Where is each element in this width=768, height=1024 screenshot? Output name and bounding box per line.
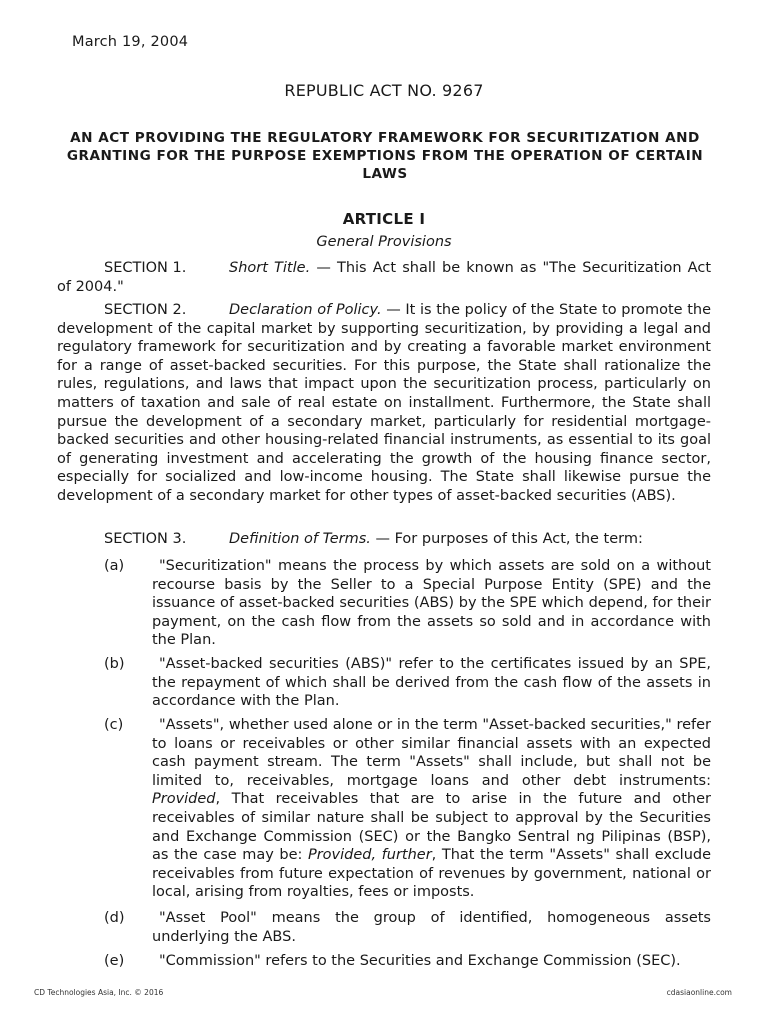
section-1-title: Short Title. (229, 260, 311, 276)
definition-text: "Asset-backed securities (ABS)" refer to the certificates issued by an SPE, the repayment of which shall be derived from the cash flow of the assets in accordance with the Plan. (152, 656, 711, 710)
section-3-label: SECTION 3. (104, 531, 187, 547)
act-number: REPUBLIC ACT NO. 9267 (284, 81, 484, 100)
definition-label: (e) (104, 953, 125, 969)
footer-copyright: CD Technologies Asia, Inc. © 2016 (34, 988, 164, 997)
definition-proviso: Provided (152, 791, 216, 808)
section-3-title: Definition of Terms. (229, 531, 371, 547)
definition-item (104, 716, 711, 902)
definition-text-part: "Assets", whether used alone or in the term "Asset-backed securities," refer to loans or receivables or other similar financial assets with an expected cash payment stream. The term "Assets" shall include, but shall not be limited to, receivables, mortgage loans and other debt instruments: (152, 717, 711, 789)
section-3 (57, 530, 711, 549)
section-3-text: For purposes of this Act, the term: (394, 531, 643, 547)
footer-website[interactable]: cdasiaonline.com (666, 988, 732, 997)
section-2-label: SECTION 2. (104, 302, 187, 318)
definition-label: (a) (104, 558, 125, 574)
definition-proviso: Provided, further (307, 847, 432, 864)
section-2-dash: — (381, 302, 406, 318)
definition-text: "Securitization" means the process by which assets are sold on a without recourse basis by the Seller to a Special Purpose Entity (SPE) and the issuance of asset-backed securities (ABS) by the SPE which depend, for their payment, on the cash flow from the assets so sold and in accordance with the Plan. (152, 558, 711, 649)
definition-item (104, 952, 711, 971)
section-1 (57, 259, 711, 296)
definition-label: (b) (104, 656, 125, 672)
article-heading: ARTICLE I (342, 210, 426, 228)
section-2-text: It is the policy of the State to promote the development of the capital market by supporting securitization, by providing a legal and regulatory framework for securitization and by creating a favorable market environment for a range of asset-backed securities. For this purpose, the State shall rationalize the rules, regulations, and laws that impact upon the securitization process, particularly on matters of taxation and sale of real estate on installment. Furthermore, the State shall pursue the development of a secondary market, particularly for residential mortgage-backed securities and other housing-related financial instruments, as essential to its goal of generating investment and accelerating the growth of the housing finance sector, especially for socialized and low-income housing. The State shall likewise pursue the development of a secondary market for other types of asset-backed securities (ABS). (57, 302, 712, 504)
definition-text: "Asset Pool" means the group of identified, homogeneous assets underlying the ABS. (152, 910, 711, 945)
act-title: AN ACT PROVIDING THE REGULATORY FRAMEWORK FOR SECURITIZATION AND GRANTING FOR THE PURPOSE EXEMPTIONS FROM THE OPERATION OF CERTAIN LAWS (66, 130, 704, 182)
document-date: March 19, 2004 (72, 34, 189, 50)
article-subheading: General Provisions (316, 234, 452, 250)
section-1-text: This Act shall be known as "The Securitization Act of 2004." (57, 260, 712, 295)
definition-item (104, 655, 711, 711)
definition-item (104, 909, 711, 946)
definition-label: (c) (104, 717, 124, 733)
definition-text: "Commission" refers to the Securities and Exchange Commission (SEC). (159, 953, 681, 969)
definition-text-part: , That the term "Assets" shall exclude receivables from future expectation of revenues by government, national or local, arising from royalties, fees or imposts. (152, 847, 712, 901)
section-3-dash: — (370, 531, 395, 547)
section-2 (57, 301, 711, 506)
section-1-label: SECTION 1. (104, 260, 187, 276)
definition-label: (d) (104, 910, 125, 926)
definition-item (104, 557, 711, 650)
definition-text-part: , That receivables that are to arise in the future and other receivables of similar nature shall be subject to approval by the Securities and Exchange Commission (SEC) or the Bangko Sentral ng Pilipinas (BSP), as the case may be: (152, 791, 711, 864)
definition-text (152, 716, 711, 902)
section-1-dash: — (310, 260, 337, 276)
section-2-title: Declaration of Policy. (229, 302, 382, 318)
